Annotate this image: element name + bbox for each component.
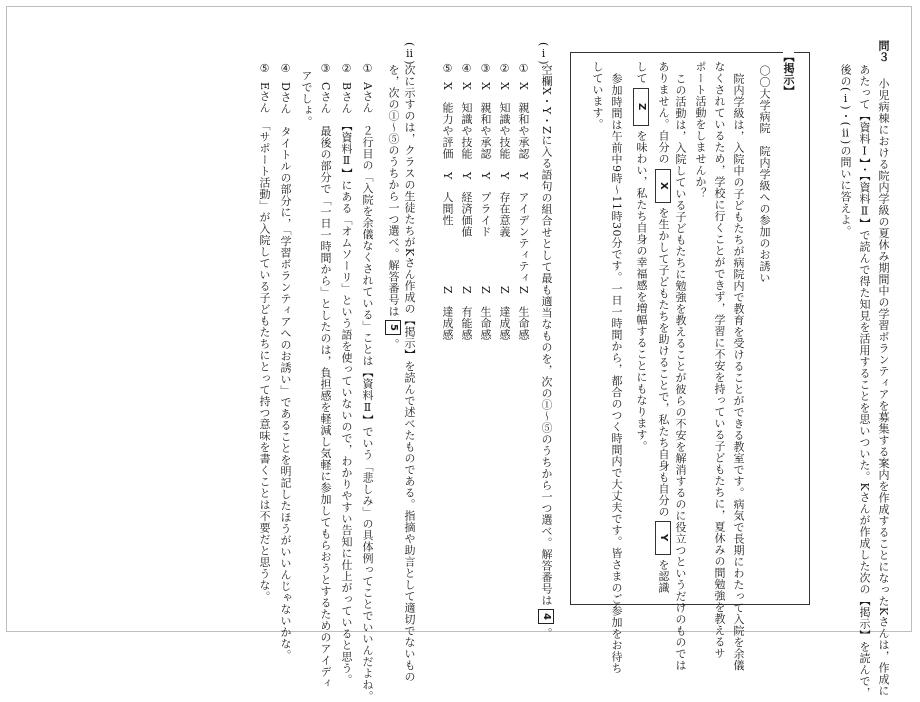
blank-x: X (655, 169, 671, 203)
sub1-prompt-end: 。 (540, 627, 553, 639)
sub1-marker: (ⅰ) (537, 42, 550, 66)
sub1-option-1-y: Y アイデンティティ (517, 172, 530, 284)
sub1-option-2-x: X 知識や技能 (498, 82, 511, 160)
sub2-option-3-num[interactable]: ③ (319, 62, 332, 76)
sub2-option-4-text: Dさん タイトルの部分に，「学習ボランティアへのお誘い」であることを明記したほうがいいんじゃないかな。 (279, 82, 292, 661)
question-intro-line-1: 小児病棟における院内学級の夏休み期間中の学習ボランティアを募集する案内を作成することになったKさんは，作成に (877, 78, 890, 697)
sub2-option-2-text: Bさん 【資料Ⅱ】にある「オムソーリ」という語を使っていないので，わかりやすい告知に仕上がっていると思う。 (340, 82, 353, 686)
sub1-option-1-x: X 親和や承認 (517, 82, 530, 160)
sub1-option-5-x: X 能力や評価 (441, 82, 454, 160)
sub1-option-5-y: Y 人間性 (441, 172, 454, 226)
notice-p1-line-3: ポート活動をしませんか？ (694, 61, 707, 199)
sub1-option-1-num[interactable]: ① (517, 62, 530, 76)
sub2-option-1-text: Aさん ２行目の「入院を余儀なくされている」ことは【資料Ⅱ】でいう「悲しみ」の具体例ってことでいいんだよね。 (361, 82, 374, 702)
sub1-option-1-z: Z 生命感 (517, 286, 530, 341)
sub1-option-4-x: X 知識や技能 (460, 82, 473, 160)
sub2-option-5-text: Eさん 「サポート活動」が入院している子どもたちにとって持つ意味を書くことは不要だと思うな。 (258, 82, 271, 603)
sub2-option-5-num[interactable]: ⑤ (258, 62, 271, 76)
sub1-option-2-z: Z 達成感 (498, 286, 511, 341)
sub2-option-3-text-line-1: Cさん 最後の部分で「一日一時間から」としたのは，負担感を軽減し気軽に参加してもらおうとするためのアイディ (319, 82, 332, 689)
sub1-option-2-y: Y 存在意義 (498, 172, 511, 238)
sub2-option-4-num[interactable]: ④ (279, 62, 292, 76)
sub2-option-1-num[interactable]: ① (361, 62, 374, 76)
notice-label: 【掲示】 (782, 51, 795, 97)
question-intro-line-2: あたって【資料Ⅰ】・【資料Ⅱ】で読んで得た知見を活用することを思いついた。Kさんが作成した次の【掲示】を読んで， (858, 64, 871, 699)
notice-p2-line-2-c: を認識 (657, 558, 670, 594)
sub1-option-2-num[interactable]: ② (498, 62, 511, 76)
sub1-option-3-y: Y プライド (479, 172, 492, 238)
notice-p3-line-1: 参加時間は午前中9時～11時30分です。一日一時間から，都合のつく時間内で大丈夫です。皆さまのご参加をお待ち (610, 73, 623, 674)
blank-z: Z (633, 88, 649, 126)
notice-box (570, 51, 810, 674)
sub1-option-4-z: Z 有能感 (460, 286, 473, 341)
notice-p1-line-1: 院内学級は，入院中の子どもたちが病院内で教育を受けることができる教室です。病気で長期にわたって入院を余儀 (732, 73, 745, 671)
notice-p2-line-3-a: して (635, 61, 648, 84)
sub1-option-5-num[interactable]: ⑤ (441, 62, 454, 76)
sub1-option-5-z: Z 達成感 (441, 286, 454, 341)
question-intro-line-3: 後の(ⅰ)・(ⅱ)の問いに答えよ。 (839, 64, 852, 237)
sub1-option-4-y: Y 経済価値 (460, 172, 473, 238)
sub1-option-3-z: Z 生命感 (479, 286, 492, 341)
sub1-prompt-text: 空欄X・Y・Zに入る語句の組合せとして最も適当なものを，次の①～⑤のうちから一つ選べ。解答番号は (540, 64, 553, 606)
sub2-prompt-line-2 (385, 64, 401, 350)
notice-p1-line-2: なくされているため，学校に行くことができず，学習に不安を持っている子どもたちに，夏休みの間勉強を教えるサ (713, 61, 726, 659)
sub1-option-3-num[interactable]: ③ (479, 62, 492, 76)
notice-heading: 〇〇大学病院 院内学級への参加のお誘い (758, 65, 771, 284)
notice-p2-line-3 (633, 61, 649, 452)
notice-p2-line-2 (655, 61, 671, 593)
sub2-prompt-line-1: 次に示すのは，クラスの生徒たちがKさん作成の【掲示】を読んで述べたものである。指摘や助言として適切でないもの (403, 64, 416, 683)
notice-p2-line-3-b: を味わい，私たち自身の幸福感を増幅することにもなります。 (635, 129, 648, 452)
notice-p3-line-2: しています。 (591, 61, 604, 130)
sub2-option-2-num[interactable]: ② (340, 62, 353, 76)
blank-y: Y (655, 521, 671, 555)
notice-p2-line-2-b: を生かして子どもたちを助けることで，私たち自身も自分の (657, 206, 670, 518)
question-number: 問３ (877, 40, 890, 63)
sub2-option-3-text-line-2: アでしょ。 (300, 70, 313, 128)
sub1-option-4-num[interactable]: ④ (460, 62, 473, 76)
sub2-answer-number: 5 (385, 320, 401, 335)
sub2-marker: (ⅱ) (403, 42, 416, 66)
sub1-answer-number: 4 (538, 609, 554, 624)
sub1-prompt (538, 64, 554, 639)
sub2-prompt-end: 。 (387, 338, 400, 350)
sub2-prompt-text: を，次の①～⑤のうちから一つ選べ。解答番号は (387, 64, 400, 317)
notice-p2-line-2-a: ありません。自分の (657, 61, 670, 165)
sub1-option-3-x: X 親和や承認 (479, 82, 492, 160)
notice-p2-line-1: この活動は，入院している子どもたちに勉強を教えることが彼らの不安を解消するのに役立つというだけのものでは (674, 73, 687, 671)
